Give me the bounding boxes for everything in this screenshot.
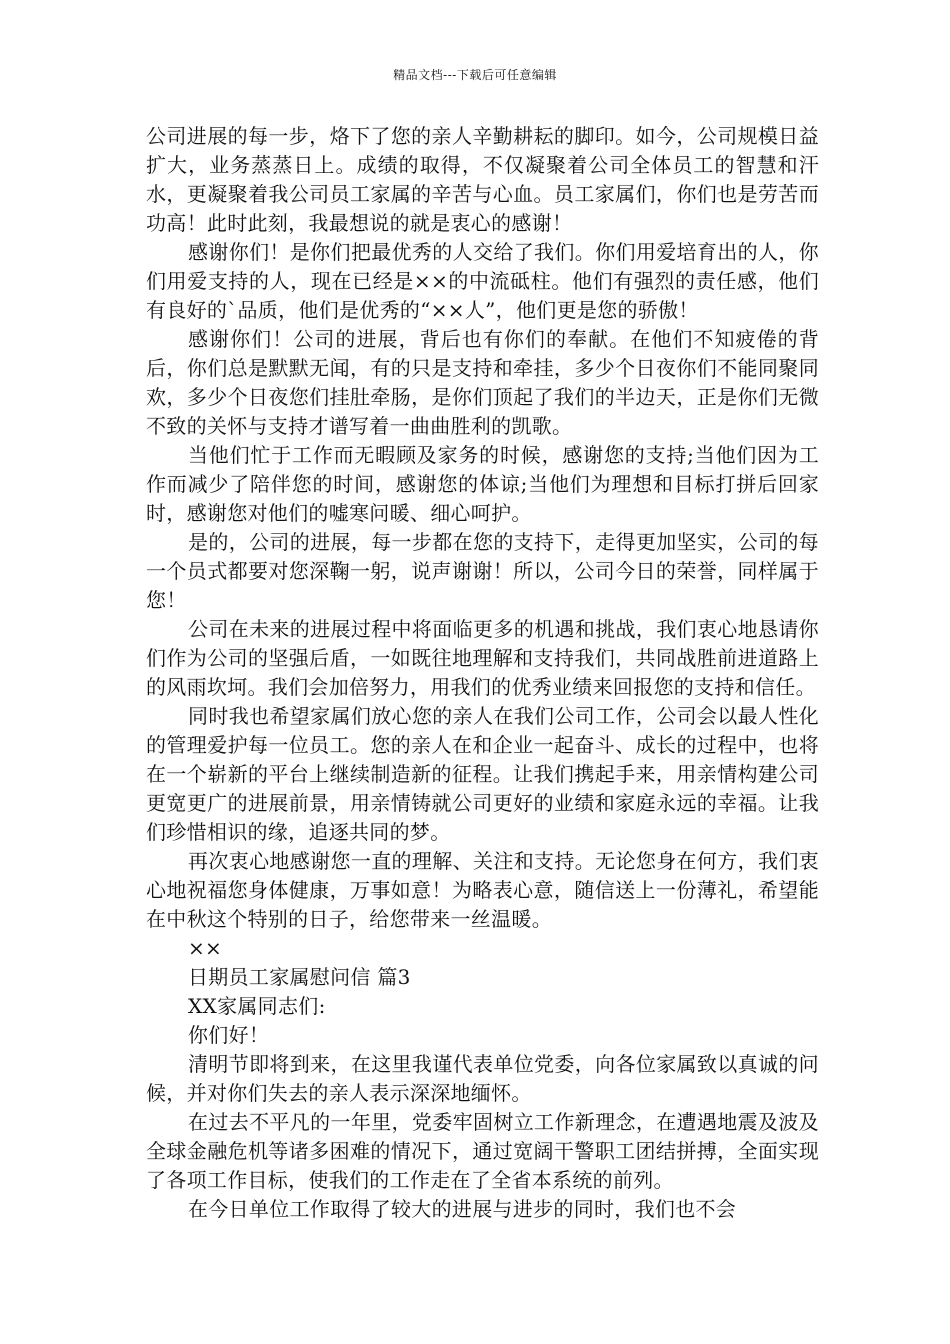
paragraph: 公司进展的每一步，烙下了您的亲人辛勤耕耘的脚印。如今，公司规模日益扩大，业务蒸蒸日上。成绩的取得，不仅凝聚着公司全体员工的智慧和汗水，更凝聚着我公司员工家属的辛苦与心血。员工家属们，你们也是劳苦而功高！此时此刻，我最想说的就是衷心的感谢！ bbox=[146, 124, 819, 235]
paragraph: 在今日单位工作取得了较大的进展与进步的同时，我们也不会 bbox=[188, 1197, 737, 1221]
signature-line: ×× bbox=[188, 936, 223, 960]
page-header: 精品文档---下载后可任意编辑 bbox=[393, 68, 557, 82]
paragraph: 当他们忙于工作而无暇顾及家务的时候，感谢您的支持;当他们因为工作而减少了陪伴您的时间，感谢您的体谅;当他们为理想和目标打拼后回家时，感谢您对他们的嘘寒问暖、细心呵护。 bbox=[146, 443, 819, 525]
salutation: XX家属同志们: bbox=[188, 994, 326, 1018]
document-body bbox=[146, 122, 819, 1224]
paragraph: 公司在未来的进展过程中将面临更多的机遇和挑战，我们衷心地恳请你们作为公司的坚强后盾，一如既往地理解和支持我们，共同战胜前进道路上的风雨坎坷。我们会加倍努力，用我们的优秀业绩来回报您的支持和信任。 bbox=[146, 617, 819, 699]
paragraph: 在过去不平凡的一年里，党委牢固树立工作新理念，在遭遇地震及波及全球金融危机等诸多困难的情况下，通过宽阔干警职工团结拼搏，全面实现了各项工作目标，使我们的工作走在了全省本系统的前列。 bbox=[146, 1110, 819, 1192]
greeting: 你们好！ bbox=[188, 1023, 270, 1047]
paragraph: 感谢你们！公司的进展，背后也有你们的奉献。在他们不知疲倦的背后，你们总是默默无闻，有的只是支持和牵挂，多少个日夜你们不能同聚同欢，多少个日夜您们挂肚牵肠，是你们顶起了我们的半边天，正是你们无微不致的关怀与支持才谱写着一曲曲胜利的凯歌。 bbox=[146, 327, 819, 438]
paragraph: 是的，公司的进展，每一步都在您的支持下，走得更加坚实，公司的每一个员式都要对您深鞠一躬，说声谢谢！所以，公司今日的荣誉，同样属于您！ bbox=[146, 530, 819, 612]
paragraph: 再次衷心地感谢您一直的理解、关注和支持。无论您身在何方，我们衷心地祝福您身体健康，万事如意！为略表心意，随信送上一份薄礼，希望能在中秋这个特别的日子，给您带来一丝温暖。 bbox=[146, 849, 819, 931]
paragraph: 感谢你们！是你们把最优秀的人交给了我们。你们用爱培育出的人，你们用爱支持的人，现在已经是××的中流砥柱。他们有强烈的责任感，他们有良好的`品质，他们是优秀的“××人”，他们更是您的骄傲！ bbox=[146, 240, 819, 322]
paragraph: 同时我也希望家属们放心您的亲人在我们公司工作，公司会以最人性化的管理爱护每一位员工。您的亲人在和企业一起奋斗、成长的过程中，也将在一个崭新的平台上继续制造新的征程。让我们携起手来，用亲情构建公司更宽更广的进展前景，用亲情铸就公司更好的业绩和家庭永远的幸福。让我们珍惜相识的缘，追逐共同的梦。 bbox=[146, 704, 819, 844]
paragraph: 清明节即将到来，在这里我谨代表单位党委，向各位家属致以真诚的问候，并对你们失去的亲人表示深深地缅怀。 bbox=[146, 1052, 819, 1105]
section-title: 日期员工家属慰问信 篇3 bbox=[188, 965, 411, 989]
